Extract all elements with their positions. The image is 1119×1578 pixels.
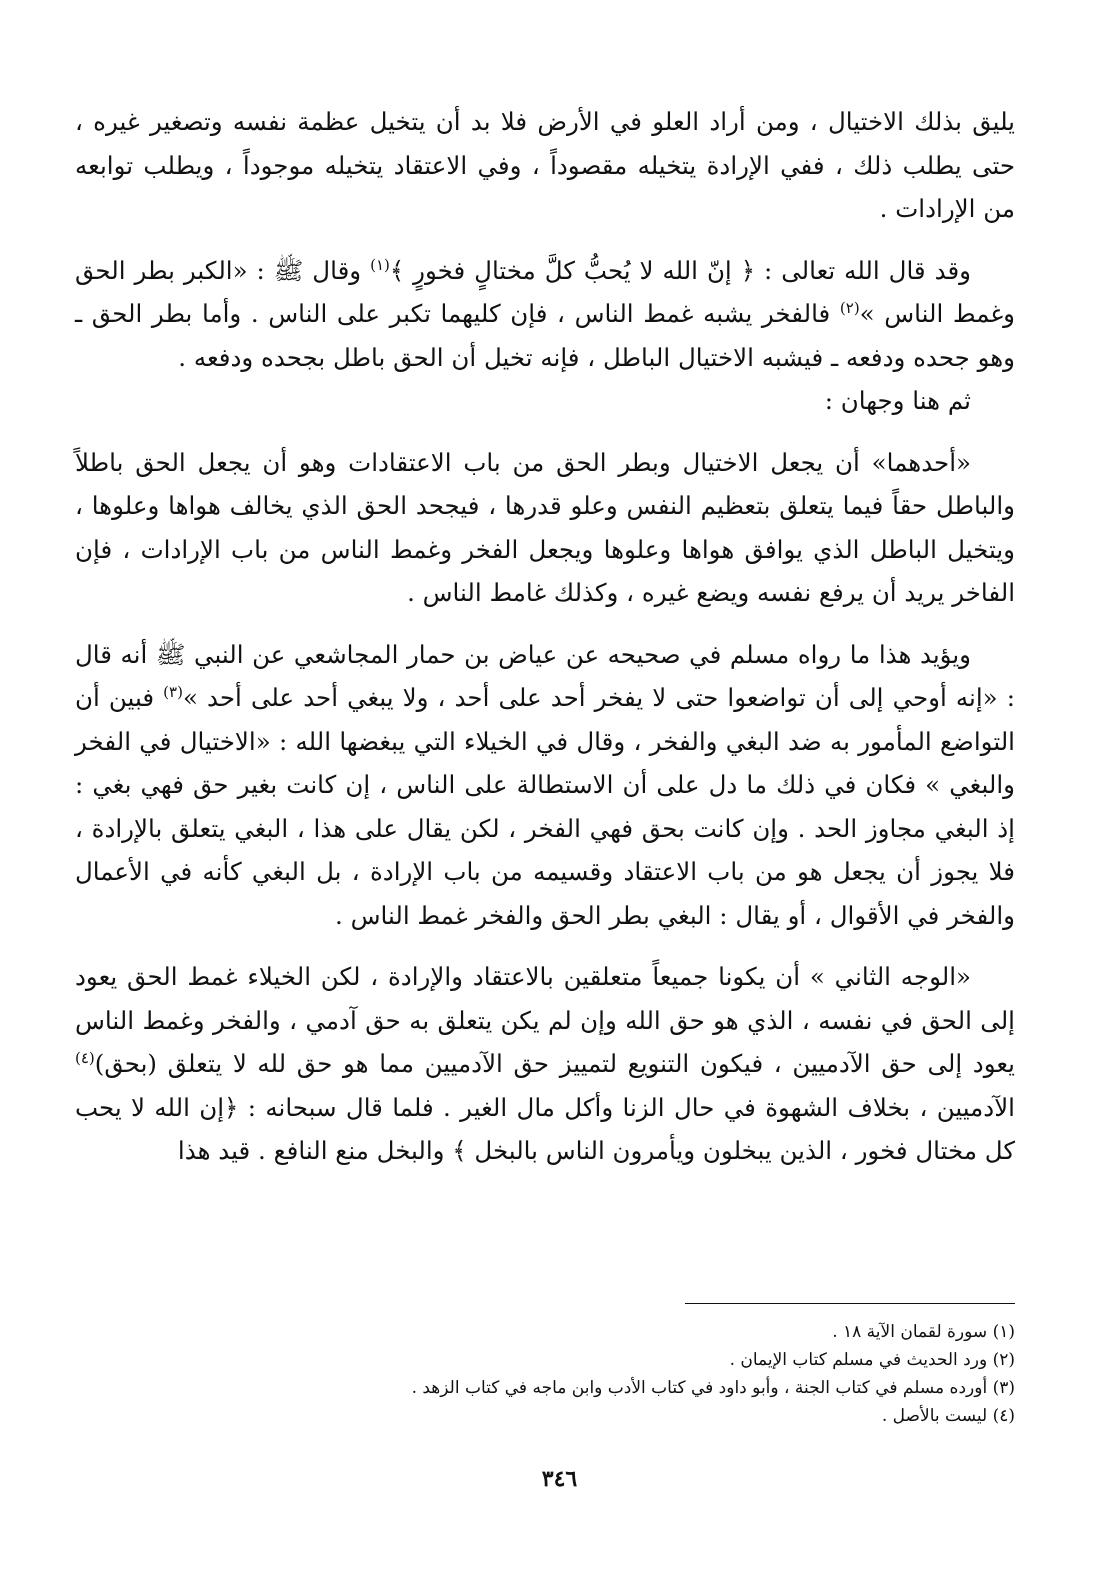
footnote-1: (١) سورة لقمان الآية ١٨ . (832, 1322, 1015, 1342)
footnote-ref-2[interactable]: (٢) (839, 298, 860, 317)
paragraph-4 (75, 441, 1015, 615)
footnote-3: (٣) أورده مسلم في كتاب الجنة ، وأبو داود في كتاب الأدب وابن ماجه في كتاب الزهد . (411, 1378, 1015, 1398)
footnote-4: (٤) ليست بالأصل . (881, 1406, 1015, 1426)
paragraph-5-text-b: فبين أن التواضع المأمور به ضد البغي والفخر ، وقال في الخيلاء التي يبغضها الله : «الاختيال في الفخر والبغي » فكان في ذلك ما دل على أن الاستطالة على الناس ، إن كانت بغير حق فهي بغي : إذ البغي مجاوز الحد . وإن كانت بحق فهي الفخر ، لكن يقال على هذا ، البغي يتعلق بالإرادة ، فلا يجوز أن يجعل هو من باب الاعتقاد وقسيمه من باب الإرادة ، بل البغي كأنه في الأعمال والفخر في الأقوال ، أو يقال : البغي بطر الحق والفخر غمط الناس . (75, 683, 1015, 930)
paragraph-6-text-a: «الوجه الثاني » أن يكونا جميعاً متعلقين بالاعتقاد والإرادة ، لكن الخيلاء غمط الحق يعود إلى الحق في نفسه ، الذي هو حق الله وإن لم يكن يتعلق به حق آدمي ، والفخر وغمط الناس يعود إلى حق الآدميين ، فيكون التنويع لتمييز حق الآدميين مما هو حق لله لا يتعلق (بحق) (75, 962, 1015, 1078)
paragraph-2 (75, 249, 1015, 380)
footnote-ref-3[interactable]: (٣) (163, 682, 183, 701)
paragraph-2-text: فالفخر يشبه غمط الناس ، فإن كليهما تكبر على الناس . وأما بطر الحق ـ وهو جحده ودفعه ـ فيشبه الاختيال الباطل ، فإنه تخيل أن الحق باطل بجحده ودفعه . (75, 299, 1015, 372)
paragraph-6-text-b: الآدميين ، بخلاف الشهوة في حال الزنا وأكل مال الغير . فلما قال سبحانه : ﴿إن الله لا يحب كل مختال فخور ، الذين يبخلون ويأمرون الناس بالبخل ﴾ والبخل منع النافع . قيد هذا (75, 1092, 1015, 1165)
paragraph-6 (75, 955, 1015, 1173)
paragraph-5 (75, 633, 1015, 938)
paragraph-2-quran-verse: وقد قال الله تعالى : ﴿ إنّ الله لا يُحبُّ كلَّ مختالٍ فخورٍ ﴾ (389, 255, 971, 285)
footnote-2: (٢) ورد الحديث في مسلم كتاب الإيمان . (729, 1350, 1015, 1370)
page-number: ٣٤٦ (541, 1466, 578, 1492)
paragraph-3-text: ثم هنا وجهان : (824, 386, 971, 415)
footnote-ref-1[interactable]: (١) (370, 255, 390, 274)
paragraph-4-text: «أحدهما» أن يجعل الاختيال وبطر الحق من باب الاعتقادات وهو أن يجعل الحق باطلاً والباطل حقاً فيما يتعلق بتعظيم النفس وعلو قدرها ، فيجحد الحق الذي يخالف هواها وعلوها ، ويتخيل الباطل الذي يوافق هواها وعلوها ويجعل الفخر وغمط الناس من باب الإرادات ، فإن الفاخر يريد أن يرفع نفسه ويضع غيره ، وكذلك غامط الناس . (75, 447, 1015, 607)
footnote-ref-4[interactable]: (٤) (75, 1048, 95, 1067)
paragraph-2-hadith: وقال ﷺ : «الكبر بطر الحق وغمط الناس » (75, 255, 1015, 328)
main-text (75, 100, 1015, 1173)
footnote-divider (685, 1303, 1015, 1304)
paragraph-1 (75, 100, 1015, 231)
footnotes (315, 1318, 1015, 1430)
paragraph-1-text: يليق بذلك الاختيال ، ومن أراد العلو في الأرض فلا بد أن يتخيل عظمة نفسه وتصغير غيره ، حتى يطلب ذلك ، ففي الإرادة يتخيله مقصوداً ، وفي الاعتقاد يتخيله موجوداً ، ويطلب توابعه من الإرادات . (75, 107, 1015, 223)
paragraph-5-text-a: ويؤيد هذا ما رواه مسلم في صحيحه عن عياض بن حمار المجاشعي عن النبي ﷺ أنه قال : «إنه أوحي إلى أن تواضعوا حتى لا يفخر أحد على أحد ، ولا يبغي أحد على أحد » (75, 639, 1015, 712)
paragraph-3 (75, 379, 1015, 423)
